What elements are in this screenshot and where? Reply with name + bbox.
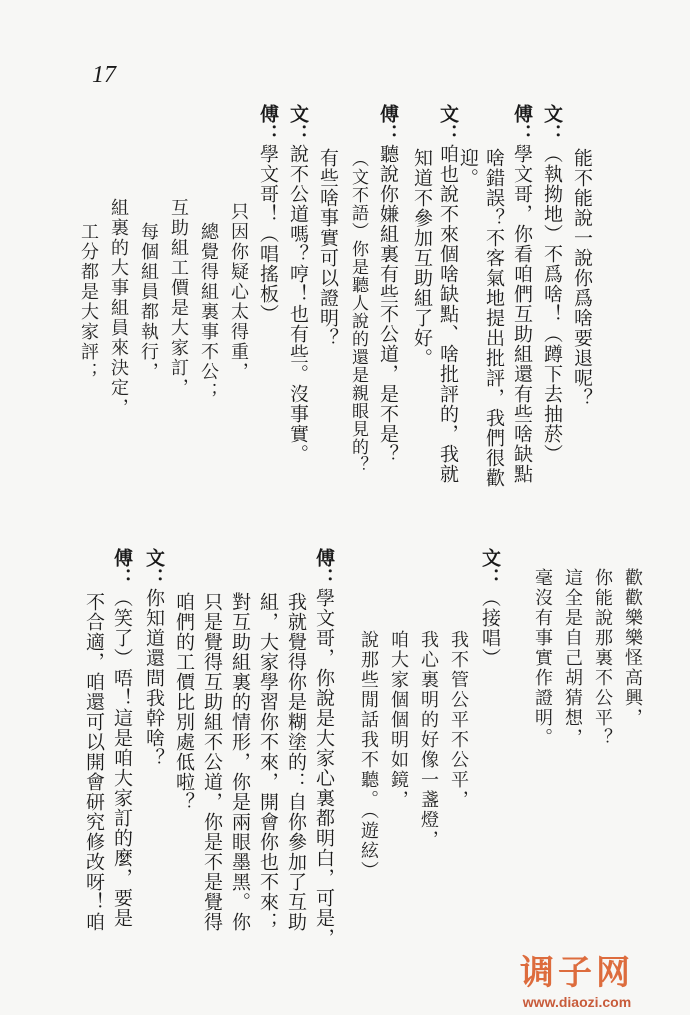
song-line xyxy=(76,222,100,382)
dialogue-line xyxy=(510,104,534,484)
line-text: 組，大家學習你不來，開會你也不來； xyxy=(257,592,279,932)
song-line xyxy=(620,568,644,728)
dialogue-line xyxy=(570,148,594,408)
line-text: （接唱） xyxy=(479,588,501,668)
song-line xyxy=(166,198,190,398)
dialogue-line xyxy=(312,548,336,948)
song-line xyxy=(106,198,130,418)
dialogue-line xyxy=(172,592,196,812)
song-line xyxy=(560,568,584,748)
dialogue-line xyxy=(410,148,434,368)
line-text: 對互助組裏的情形，你是兩眼墨黑。你 xyxy=(229,592,251,932)
line-text: 知道不參加互助組了好。 xyxy=(411,148,433,368)
dialogue-line xyxy=(478,548,502,668)
line-text: 咱也說不來個啥缺點、啥批評的，我就 xyxy=(437,144,459,484)
dialogue-line xyxy=(482,148,506,488)
speaker-label: 傅： xyxy=(511,104,533,144)
line-text: 互助組工價是大家訂， xyxy=(168,198,189,398)
line-text: （笑了）唔！這是咱大家訂的麼，要是 xyxy=(111,588,133,928)
dialogue-line xyxy=(540,104,564,464)
line-text: 我心裏明的好像一盞燈， xyxy=(418,630,439,850)
song-line xyxy=(590,568,614,748)
watermark-logo xyxy=(520,945,634,1010)
watermark-title: 调子网 xyxy=(520,953,634,993)
song-line xyxy=(136,222,160,382)
speaker-label: 文： xyxy=(143,548,165,588)
line-text: 組裏的大事組員來決定， xyxy=(108,198,129,418)
line-text: 學文哥，你說是大家心裏都明白，可是， xyxy=(313,588,335,948)
speaker-label: 文： xyxy=(437,104,459,144)
line-text: 總覺得組裏事不公； xyxy=(198,222,219,402)
song-line xyxy=(226,202,250,382)
song-line xyxy=(386,630,410,810)
dialogue-line xyxy=(228,592,252,932)
line-text: 說那些閒話我不聽。（遊絃） xyxy=(358,630,379,881)
line-text: 我就覺得你是糊塗的：自你參加了互助 xyxy=(285,592,307,932)
dialogue-line xyxy=(346,150,370,474)
line-text: 說不公道嗎？哼！也有些。沒事實。 xyxy=(287,144,309,464)
dialogue-line xyxy=(286,104,310,464)
dialogue-line xyxy=(256,104,280,324)
speaker-label: 傅： xyxy=(313,548,335,588)
line-text: （文不語）你是聽人說的還是親眼見的？ xyxy=(348,150,368,474)
line-text: 你能說那裏不公平？ xyxy=(592,568,613,748)
dialogue-line xyxy=(284,592,308,932)
dialogue-line xyxy=(256,592,280,932)
line-text: 你知道還問我幹啥？ xyxy=(143,588,165,768)
line-text: 咱大家個個明如鏡， xyxy=(388,630,409,810)
line-text: 只因你疑心太得重， xyxy=(228,202,249,382)
line-text: 不合適，咱還可以開會研究修改呀！咱 xyxy=(83,592,105,932)
song-line xyxy=(356,630,380,881)
watermark-url: www.diaozi.com xyxy=(522,994,632,1010)
dialogue-line xyxy=(436,104,460,484)
line-text: 迎。 xyxy=(457,148,479,188)
page-number: 17 xyxy=(92,62,116,88)
line-text: 咱們的工價比別處低啦？ xyxy=(173,592,195,812)
line-text: 有些啥事實可以證明？ xyxy=(317,148,339,348)
dialogue-line xyxy=(142,548,166,768)
song-line xyxy=(530,568,554,748)
speaker-label: 文： xyxy=(541,104,563,144)
song-line xyxy=(446,630,470,810)
line-text: 這全是自己胡猜想， xyxy=(562,568,583,748)
line-text: 能不能說一說你爲啥要退呢？ xyxy=(571,148,593,408)
line-text: 毫沒有事實作證明。 xyxy=(532,568,553,748)
speaker-label: 傅： xyxy=(377,104,399,144)
line-text: （執拗地）不爲啥！（蹲下去抽菸） xyxy=(541,144,563,464)
dialogue-line xyxy=(376,104,400,464)
dialogue-line xyxy=(82,592,106,932)
speaker-label: 傅： xyxy=(111,548,133,588)
song-line xyxy=(196,222,220,402)
line-text: 每個組員都執行， xyxy=(138,222,159,382)
line-text: 只是覺得互助組不公道，你是不是覺得 xyxy=(201,592,223,932)
song-line xyxy=(416,630,440,850)
speaker-label: 傅： xyxy=(257,104,279,144)
dialogue-line xyxy=(110,548,134,928)
line-text: 歡歡樂樂怪高興， xyxy=(622,568,643,728)
dialogue-line xyxy=(200,592,224,932)
line-text: 啥錯誤？不客氣地提出批評，我們很歡 xyxy=(483,148,505,488)
line-text: 工分都是大家評； xyxy=(78,222,99,382)
speaker-label: 文： xyxy=(479,548,501,588)
speaker-label: 文： xyxy=(287,104,309,144)
line-text: 學文哥！（唱搖板） xyxy=(257,144,279,324)
line-text: 學文哥，你看咱們互助組還有些啥缺點 xyxy=(511,144,533,484)
line-text: 我不管公平不公平， xyxy=(448,630,469,810)
dialogue-line xyxy=(316,148,340,348)
line-text: 聽說你嫌組裏有些不公道，是不是？ xyxy=(377,144,399,464)
